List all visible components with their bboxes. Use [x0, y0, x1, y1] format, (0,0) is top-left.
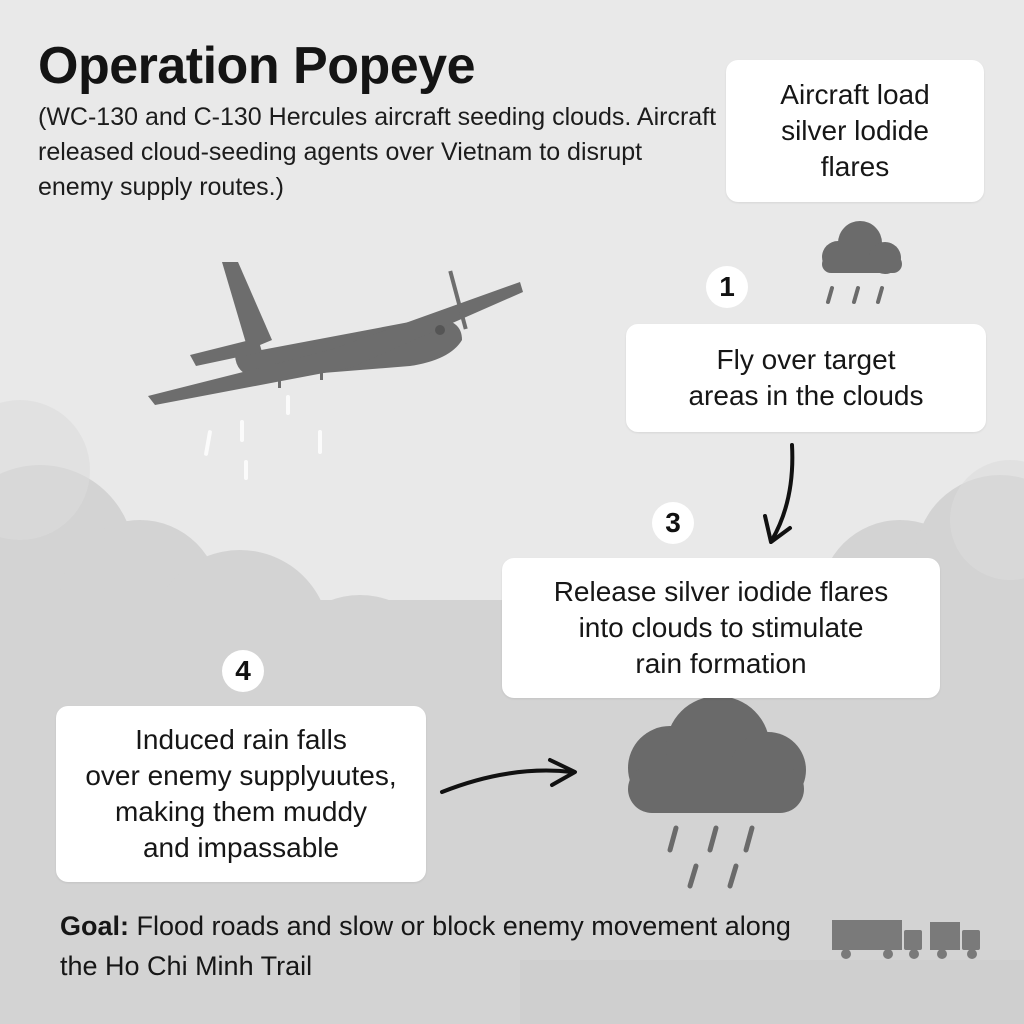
step-box-load-flares [726, 60, 984, 202]
step-box-fly-over [626, 324, 986, 432]
goal-label: Goal: [60, 911, 130, 941]
page-title: Operation Popeye [38, 37, 475, 95]
released-flares [204, 395, 322, 480]
goal-statement [60, 906, 820, 986]
step-box-induced-rain [56, 706, 426, 882]
subtitle: (WC-130 and C-130 Hercules aircraft seeding clouds. Aircraft released cloud-seeding agents over Vietnam to disrupt enemy supply routes.) [38, 103, 717, 201]
step-text: Fly over target areas in the clouds [688, 344, 924, 411]
aircraft-icon [148, 262, 523, 405]
step-text: Induced rain falls over enemy supplyuutes, making them muddy and impassable [85, 724, 397, 863]
goal-text: Flood roads and slow or block enemy movement along the Ho Chi Minh Trail [60, 911, 791, 981]
rain-cloud-icon [822, 221, 902, 302]
step-text: Aircraft load silver lodide flares [780, 79, 930, 182]
arrow-down [765, 445, 792, 542]
step-text: Release silver iodide flares into clouds to stimulate rain formation [553, 576, 889, 679]
step-number: 1 [706, 266, 748, 308]
step-box-release-flares [502, 558, 940, 698]
step-number: 4 [222, 650, 264, 692]
step-number: 3 [652, 502, 694, 544]
